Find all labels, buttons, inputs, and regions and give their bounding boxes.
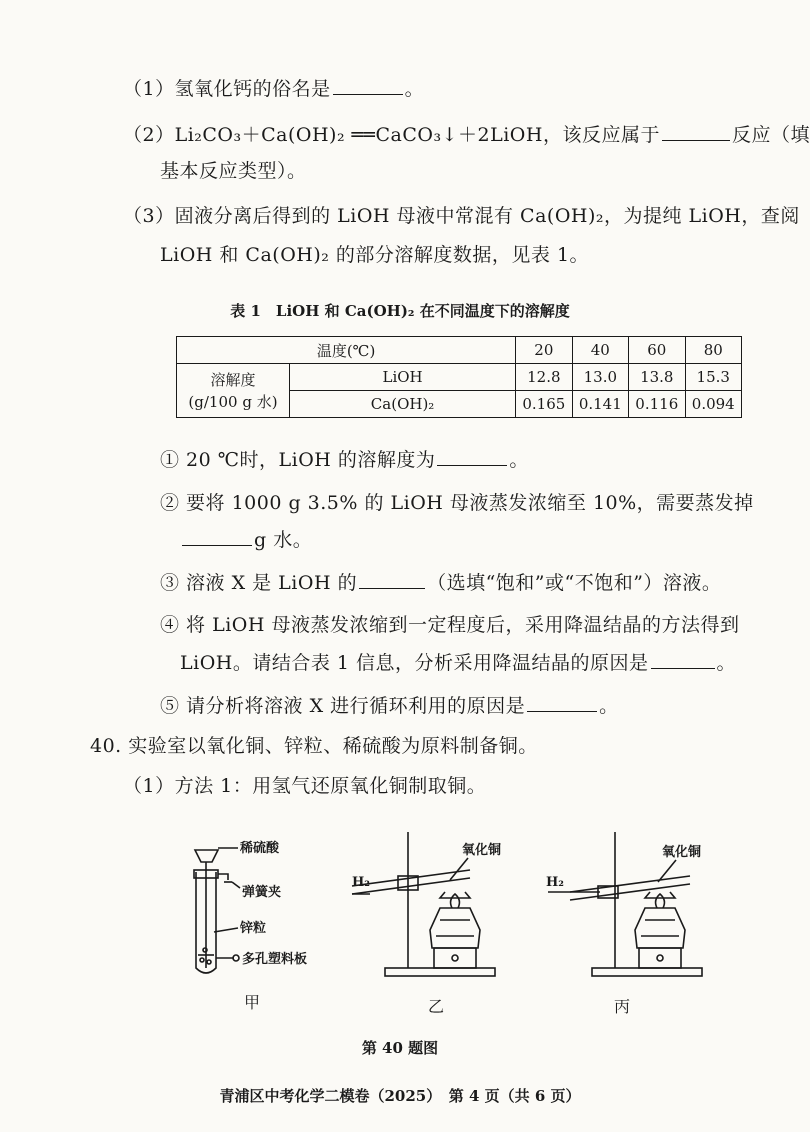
figure-caption: 第 40 题图	[361, 1039, 439, 1057]
apparatus-figure	[0, 820, 800, 1020]
q39-sub4-line1: ④ 将 LiOH 母液蒸发浓缩到一定程度后，采用降温结晶的方法得到	[160, 614, 740, 636]
q39-part2-line2: 基本反应类型）。	[160, 160, 307, 182]
label-h2-yi: H₂	[352, 875, 370, 890]
q39-sub1-text: ① 20 ℃时，LiOH 的溶解度为	[160, 449, 436, 471]
temp-header: 温度(℃)	[177, 337, 516, 364]
q39-part2-line1	[123, 122, 810, 148]
q39-part3-line2: LiOH 和 Ca(OH)₂ 的部分溶解度数据，见表 1。	[160, 244, 590, 266]
label-porous-plastic-plate: 多孔塑料板	[242, 952, 308, 967]
table-cell: 0.094	[685, 391, 741, 418]
label-copper-oxide-bing: 氧化铜	[662, 845, 702, 860]
answer-blank[interactable]	[333, 76, 403, 95]
q39-part1	[123, 76, 424, 102]
q39-sub2-line2	[180, 527, 312, 553]
label-copper-oxide-yi: 氧化铜	[462, 843, 502, 858]
table-row	[177, 364, 742, 391]
panel-name-jia: 甲	[244, 993, 261, 1012]
panel-name-yi: 乙	[428, 997, 445, 1016]
q39-sub3	[160, 570, 721, 596]
label-spring-clamp: 弹簧夹	[242, 885, 282, 900]
q39-part1-suffix: 。	[404, 78, 425, 100]
answer-blank[interactable]	[359, 570, 425, 589]
q39-sub3-suffix: （选填“饱和”或“不饱和”）溶液。	[427, 572, 722, 594]
solubility-label	[177, 364, 290, 418]
solubility-table	[176, 336, 742, 418]
temp-cell: 60	[629, 337, 685, 364]
q39-sub4-text: LiOH。请结合表 1 信息，分析采用降温结晶的原因是	[180, 652, 649, 674]
q39-sub1-suffix: 。	[509, 449, 529, 471]
q39-sub5-text: ⑤ 请分析将溶液 X 进行循环利用的原因是	[160, 695, 526, 717]
page-footer: 青浦区中考化学二模卷（2025） 第 4 页（共 6 页）	[219, 1087, 581, 1105]
solubility-label-2: (g/100 g 水)	[188, 392, 278, 411]
q39-sub1	[160, 447, 529, 473]
q39-sub2-suffix: g 水。	[254, 529, 313, 551]
answer-blank[interactable]	[662, 122, 730, 141]
q39-sub4-line2	[180, 650, 736, 676]
label-dilute-sulfuric-acid: 稀硫酸	[240, 841, 280, 856]
temp-cell: 20	[516, 337, 572, 364]
table-cell: 0.141	[572, 391, 628, 418]
solubility-label-1: 溶解度	[210, 370, 256, 389]
substance-name: LiOH	[290, 364, 516, 391]
q39-sub5	[160, 693, 619, 719]
table-cell: 13.8	[629, 364, 685, 391]
table-cell: 0.116	[629, 391, 685, 418]
temp-cell: 40	[572, 337, 628, 364]
label-h2-bing: H₂	[546, 875, 564, 890]
q39-part2-text-b: 反应（填	[731, 124, 810, 146]
label-zinc-granules: 锌粒	[240, 921, 267, 936]
q39-sub4-suffix: 。	[716, 652, 737, 674]
q40-stem: 40. 实验室以氧化铜、锌粒、稀硫酸为原料制备铜。	[90, 735, 538, 757]
answer-blank[interactable]	[182, 527, 252, 546]
q39-sub5-suffix: 。	[599, 695, 619, 717]
answer-blank[interactable]	[651, 650, 715, 669]
q39-part1-text: （1）氢氧化钙的俗名是	[123, 78, 331, 100]
apparatus-jia	[194, 848, 240, 973]
table-cell: 0.165	[516, 391, 572, 418]
q40-part1: （1）方法 1：用氢气还原氧化铜制取铜。	[123, 775, 487, 797]
answer-blank[interactable]	[437, 447, 507, 466]
temp-cell: 80	[685, 337, 741, 364]
q39-part3-line1: （3）固液分离后得到的 LiOH 母液中常混有 Ca(OH)₂，为提纯 LiOH，查阅	[123, 205, 800, 227]
table-header-row	[177, 337, 742, 364]
panel-name-bing: 丙	[614, 997, 631, 1016]
q39-part2-text: （2）Li₂CO₃＋Ca(OH)₂ ══CaCO₃↓＋2LiOH，该反应属于	[123, 124, 660, 146]
table-cell: 15.3	[685, 364, 741, 391]
table-cell: 13.0	[572, 364, 628, 391]
q39-sub3-text: ③ 溶液 X 是 LiOH 的	[160, 572, 358, 594]
table-caption: 表 1 LiOH 和 Ca(OH)₂ 在不同温度下的溶解度	[230, 302, 570, 320]
table-cell: 12.8	[516, 364, 572, 391]
q39-sub2-line1: ② 要将 1000 g 3.5% 的 LiOH 母液蒸发浓缩至 10%，需要蒸发掉	[160, 492, 754, 514]
substance-name: Ca(OH)₂	[290, 391, 516, 418]
answer-blank[interactable]	[527, 693, 597, 712]
